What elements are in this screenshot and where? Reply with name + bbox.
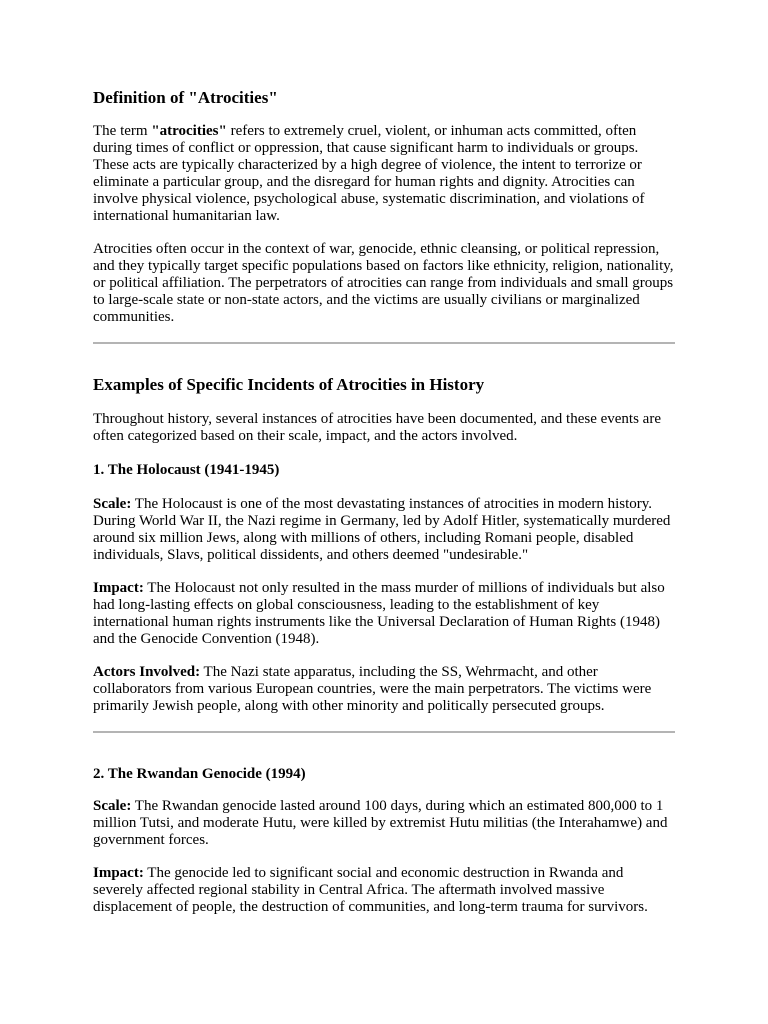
impact-label: Impact: bbox=[93, 580, 144, 596]
examples-intro-paragraph: Throughout history, several instances of atrocities have been documented, and these events are often categorized based on their scale, impact, and the actors involved. bbox=[93, 411, 661, 444]
paragraph-text: refers to extremely cruel, violent, or inhuman acts committed, often during times of conflict or oppression, that cause significant harm to individuals or groups. These acts are typically characterized by a high degree of violence, the intent to terrorize or eliminate a particular group, and the disregard for human rights and dignity. Atrocities can involve physical violence, psychological abuse, systematic discrimination, and violations of international humanitarian law. bbox=[93, 123, 645, 224]
holocaust-scale-paragraph bbox=[93, 496, 676, 564]
actors-label: Actors Involved: bbox=[93, 664, 201, 680]
incident-heading-holocaust: 1. The Holocaust (1941-1945) bbox=[93, 462, 280, 478]
section-title-definition: Definition of "Atrocities" bbox=[93, 88, 278, 107]
impact-label: Impact: bbox=[93, 865, 144, 881]
section-title-examples: Examples of Specific Incidents of Atrocities in History bbox=[93, 375, 485, 394]
rwanda-scale-paragraph bbox=[93, 798, 676, 849]
rwanda-impact-paragraph bbox=[93, 865, 676, 916]
impact-text: The Holocaust not only resulted in the mass murder of millions of individuals but also had long-lasting effects on global consciousness, leading to the establishment of key international human rights instruments like the Universal Declaration of Human Rights (1948) and the Genocide Convention (1948). bbox=[93, 580, 665, 647]
impact-text: The genocide led to significant social and economic destruction in Rwanda and severely affected regional stability in Central Africa. The aftermath involved massive displacement of people, the destruction of communities, and long-term trauma for survivors. bbox=[93, 865, 648, 915]
incident-heading-rwanda: 2. The Rwandan Genocide (1994) bbox=[93, 766, 306, 782]
holocaust-actors-paragraph bbox=[93, 664, 676, 715]
bold-term: "atrocities" bbox=[151, 123, 227, 139]
horizontal-divider bbox=[93, 342, 675, 344]
scale-text: The Holocaust is one of the most devastating instances of atrocities in modern history. During World War II, the Nazi regime in Germany, led by Adolf Hitler, systematically murdered around six million Jews, along with millions of others, including Romani people, disabled individuals, Slavs, political dissidents, and others deemed "undesirable." bbox=[93, 496, 671, 563]
holocaust-impact-paragraph bbox=[93, 580, 676, 648]
context-paragraph: Atrocities often occur in the context of war, genocide, ethnic cleansing, or political repression, and they typically target specific populations based on factors like ethnicity, religion, nationality, or political affiliation. The perpetrators of atrocities can range from individuals and small groups to large-scale state or non-state actors, and the victims are usually civilians or marginalized communities. bbox=[93, 241, 674, 325]
paragraph-text: The term bbox=[93, 123, 152, 139]
definition-paragraph bbox=[93, 123, 676, 225]
actors-text: The Nazi state apparatus, including the SS, Wehrmacht, and other collaborators from various European countries, were the main perpetrators. The victims were primarily Jewish people, along with other minority and politically persecuted groups. bbox=[93, 664, 652, 714]
scale-text: The Rwandan genocide lasted around 100 days, during which an estimated 800,000 to 1 million Tutsi, and moderate Hutu, were killed by extremist Hutu militias (the Interahamwe) and government forces. bbox=[93, 798, 668, 848]
scale-label: Scale: bbox=[93, 798, 132, 814]
horizontal-divider bbox=[93, 731, 675, 733]
scale-label: Scale: bbox=[93, 496, 132, 512]
